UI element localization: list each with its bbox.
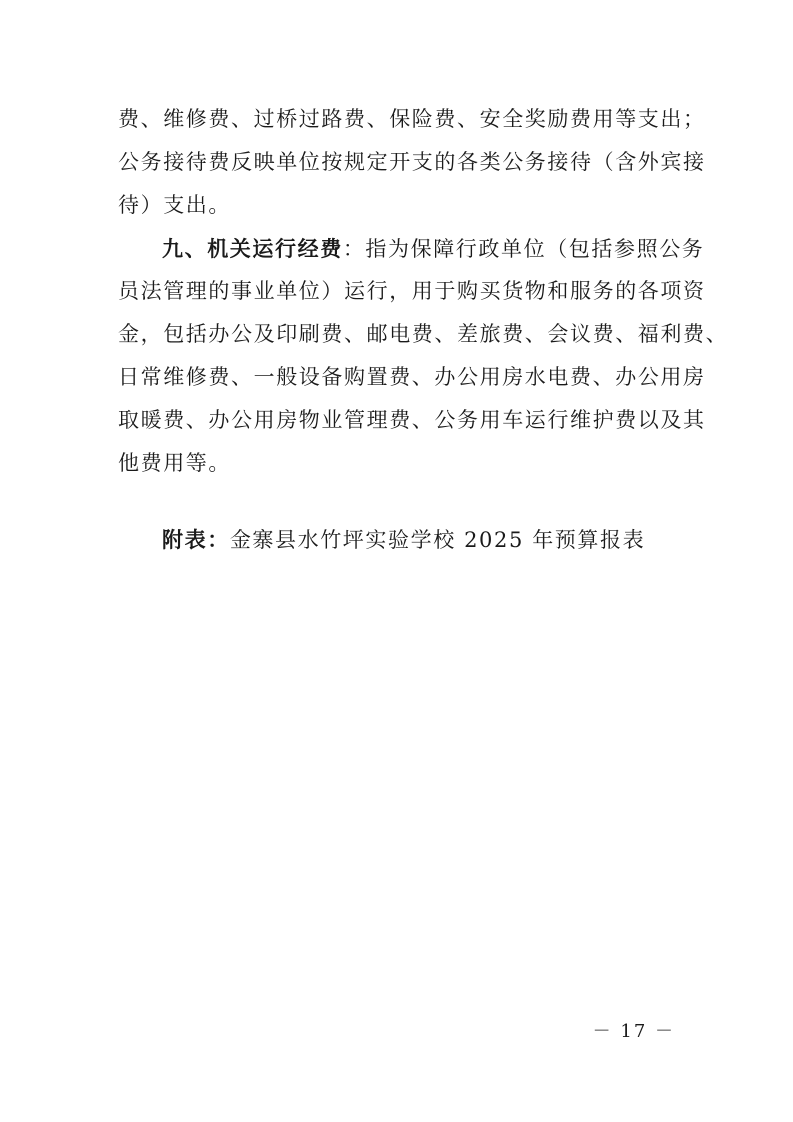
paragraph-line: 员法管理的事业单位）运行，用于购买货物和服务的各项资 bbox=[118, 279, 706, 303]
section-heading-line bbox=[118, 227, 705, 270]
paragraph-spacer bbox=[118, 485, 678, 518]
paragraph-line: 日常维修费、一般设备购置费、办公用房水电费、办公用房 bbox=[118, 365, 706, 389]
paragraph-line: 公务接待费反映单位按规定开支的各类公务接待（含外宾接 bbox=[118, 150, 706, 174]
paragraph-line: 他费用等。 bbox=[118, 451, 231, 475]
paragraph-line: 取暖费、办公用房物业管理费、公务用车运行维护费以及其 bbox=[118, 408, 706, 432]
attachment-line bbox=[118, 518, 678, 561]
section-text: ：指为保障行政单位（包括参照公务 bbox=[342, 237, 705, 261]
section-heading: 九、机关运行经费 bbox=[162, 236, 343, 261]
paragraph-line: 费、维修费、过桥过路费、保险费、安全奖励费用等支出； bbox=[118, 107, 706, 131]
paragraph-line: 金，包括办公及印刷费、邮电费、差旅费、会议费、福利费、 bbox=[118, 322, 729, 346]
attachment-label: 附表： bbox=[162, 527, 230, 552]
body-text bbox=[118, 98, 729, 561]
attachment-title: 金寨县水竹坪实验学校 2025 年预算报表 bbox=[229, 528, 646, 552]
page-number: － 17 － bbox=[592, 1021, 675, 1042]
paragraph-line: 待）支出。 bbox=[118, 193, 231, 217]
